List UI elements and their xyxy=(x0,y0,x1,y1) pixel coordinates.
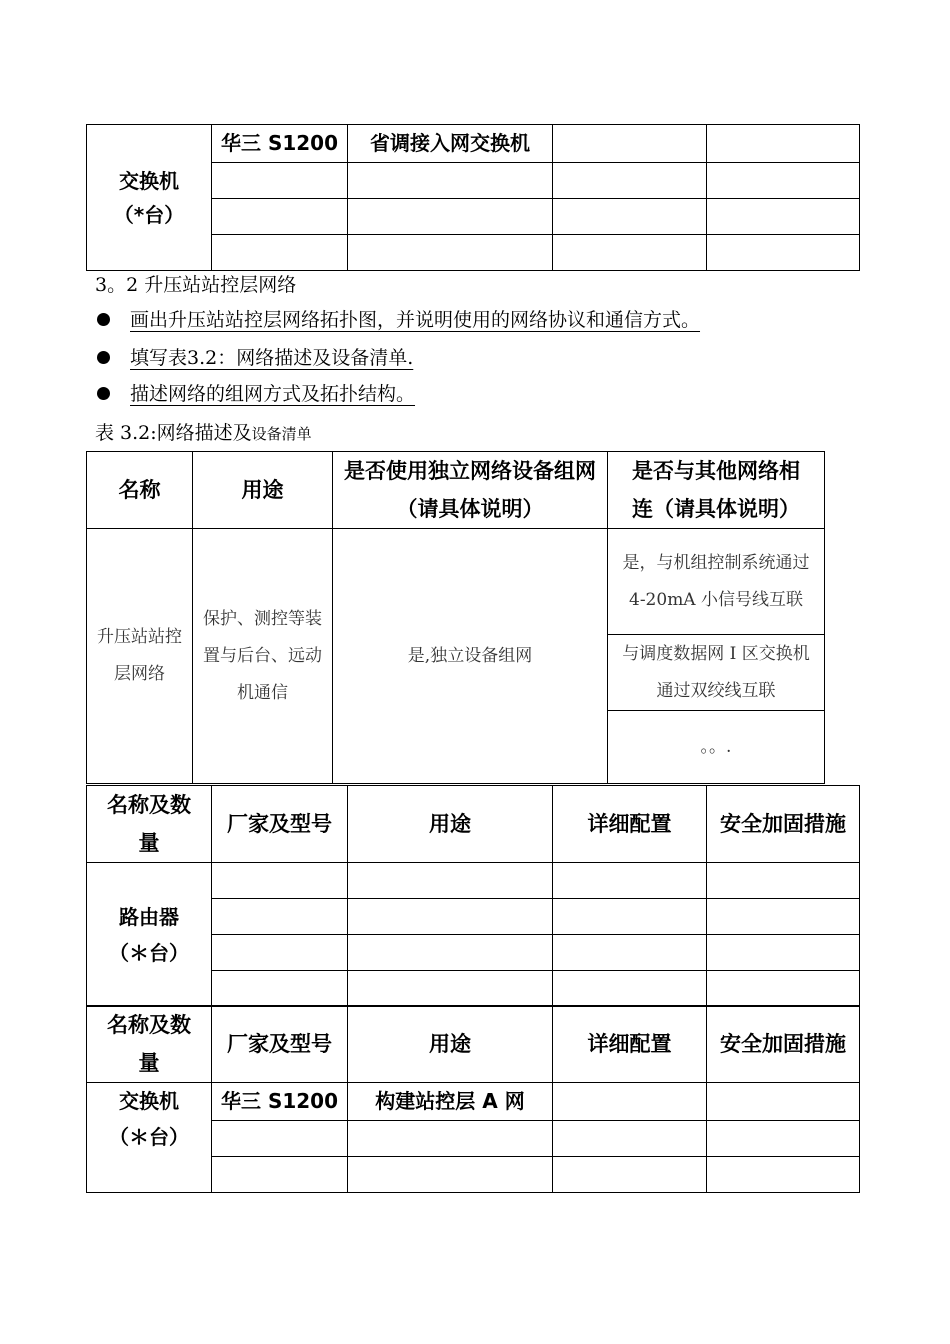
cell-empty xyxy=(553,1121,707,1157)
cell-empty xyxy=(212,971,348,1007)
cell-empty xyxy=(553,1157,707,1193)
header-security: 安全加固措施 xyxy=(707,786,860,863)
cell-empty xyxy=(212,1121,348,1157)
cell-empty xyxy=(553,235,707,271)
connection-item: 。。. xyxy=(608,711,825,784)
row-label: 交换机 （*台） xyxy=(87,125,212,271)
switch-table-top xyxy=(86,124,860,271)
bullet-text: 填写表3.2：网络描述及设备清单. xyxy=(130,347,414,369)
cell-empty xyxy=(348,199,553,235)
bullet-item xyxy=(97,379,415,406)
cell-empty xyxy=(348,163,553,199)
cell-empty xyxy=(707,863,860,899)
cell-empty xyxy=(348,1157,553,1193)
table-caption xyxy=(95,418,312,445)
cell-config xyxy=(553,1083,707,1121)
bullet-text: 描述网络的组网方式及拓扑结构。 xyxy=(130,383,416,405)
switch-table-bottom xyxy=(86,1005,860,1193)
cell-usage: 构建站控层 A 网 xyxy=(348,1083,553,1121)
header-vendor-model: 厂家及型号 xyxy=(212,1006,348,1083)
cell-usage: 省调接入网交换机 xyxy=(348,125,553,163)
cell-security xyxy=(707,125,860,163)
bullet-icon xyxy=(97,351,110,364)
network-description-table xyxy=(86,451,825,784)
cell-empty xyxy=(212,163,348,199)
connection-item: 是，与机组控制系统通过 4-20mA 小信号线互联 xyxy=(608,529,825,635)
cell-empty xyxy=(212,235,348,271)
cell-empty xyxy=(212,935,348,971)
bullet-icon xyxy=(97,387,110,400)
header-usage: 用途 xyxy=(348,786,553,863)
header-name-quantity: 名称及数量 xyxy=(87,1006,212,1083)
header-independent: 是否使用独立网络设备组网（请具体说明） xyxy=(333,452,608,529)
cell-empty xyxy=(212,199,348,235)
cell-empty xyxy=(553,863,707,899)
bullet-item xyxy=(97,305,700,332)
caption-main: 表 3.2:网络描述及 xyxy=(95,422,252,444)
header-usage: 用途 xyxy=(348,1006,553,1083)
bullet-icon xyxy=(97,313,110,326)
cell-empty xyxy=(212,899,348,935)
cell-empty xyxy=(707,199,860,235)
header-config: 详细配置 xyxy=(553,1006,707,1083)
network-usage: 保护、测控等装置与后台、远动机通信 xyxy=(193,529,333,784)
header-vendor-model: 厂家及型号 xyxy=(212,786,348,863)
header-usage: 用途 xyxy=(193,452,333,529)
cell-empty xyxy=(707,935,860,971)
cell-empty xyxy=(348,899,553,935)
router-table xyxy=(86,785,860,1007)
cell-empty xyxy=(553,935,707,971)
cell-empty xyxy=(212,863,348,899)
section-heading: 3。2 升压站站控层网络 xyxy=(95,274,297,296)
cell-empty xyxy=(348,1121,553,1157)
cell-empty xyxy=(707,1121,860,1157)
network-independent: 是,独立设备组网 xyxy=(333,529,608,784)
cell-security xyxy=(707,1083,860,1121)
cell-empty xyxy=(707,971,860,1007)
header-security: 安全加固措施 xyxy=(707,1006,860,1083)
cell-model: 华三 S1200 xyxy=(212,125,348,163)
network-name: 升压站站控层网络 xyxy=(87,529,193,784)
row-label: 路由器 （＊台） xyxy=(87,863,212,1007)
cell-empty xyxy=(707,235,860,271)
header-name: 名称 xyxy=(87,452,193,529)
cell-config xyxy=(553,125,707,163)
connection-item: 与调度数据网 I 区交换机通过双绞线互联 xyxy=(608,635,825,711)
row-label: 交换机 （＊台） xyxy=(87,1083,212,1193)
cell-empty xyxy=(707,899,860,935)
header-name-quantity: 名称及数量 xyxy=(87,786,212,863)
header-config: 详细配置 xyxy=(553,786,707,863)
cell-empty xyxy=(212,1157,348,1193)
cell-model: 华三 S1200 xyxy=(212,1083,348,1121)
cell-empty xyxy=(553,899,707,935)
bullet-item xyxy=(97,343,413,370)
cell-empty xyxy=(348,935,553,971)
cell-empty xyxy=(348,863,553,899)
header-connected: 是否与其他网络相连（请具体说明） xyxy=(608,452,825,529)
cell-empty xyxy=(553,163,707,199)
cell-empty xyxy=(348,235,553,271)
caption-small: 设备清单 xyxy=(251,425,312,443)
cell-empty xyxy=(553,971,707,1007)
cell-empty xyxy=(707,1157,860,1193)
cell-empty xyxy=(553,199,707,235)
bullet-text: 画出升压站站控层网络拓扑图，并说明使用的网络协议和通信方式。 xyxy=(130,309,701,331)
cell-empty xyxy=(348,971,553,1007)
cell-empty xyxy=(707,163,860,199)
